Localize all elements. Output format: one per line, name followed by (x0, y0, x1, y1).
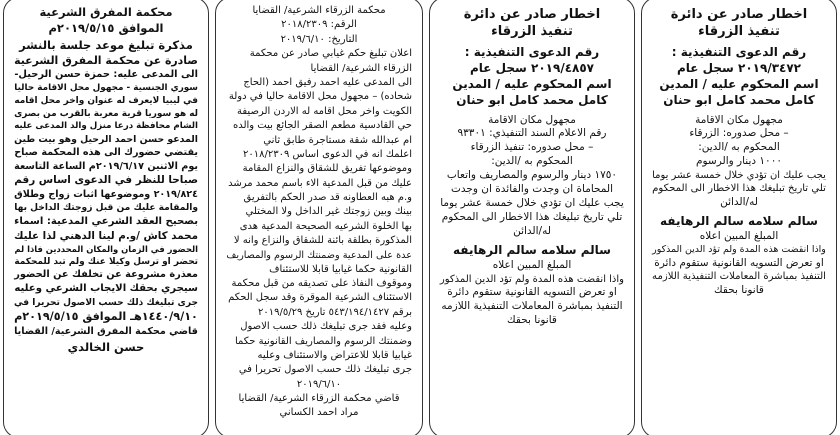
notice-body-line: شحاده) – مجهول محل الاقامة حاليا في دولة (228, 91, 412, 103)
debtor-label: اسم المحكوم عليه / المدين (452, 76, 612, 91)
judge-title: قاضي محكمة الزرقاء الشرعية/ القضايا (238, 393, 400, 405)
notice-body-line: المذكورة بطلقة بائنة للشقاق والنزاع وانه لا (233, 235, 412, 247)
notice-frame (641, 0, 837, 435)
issue-place: – محل صدوره: الزرقاء (689, 127, 789, 140)
notice-body-line: وموقوف النفاذ على تصديقه من قبل محكمة (231, 277, 412, 289)
creditor-name: سالم سلامه سالم الرهايفه (660, 214, 818, 229)
judge-name: حسن الخالدي (67, 339, 145, 354)
notice-issuer: صادرة عن محكمة المفرق الشرعية (14, 53, 198, 67)
notice-body-line: الى المدعى عليه احمد رفيق احمد (الحاج (243, 76, 412, 88)
notice-body-line: القانونية حكما غيابيا قابلا للاستئناف (269, 263, 412, 275)
notice-body-line: يجب عليك ان تؤدي خلال خمسة عشر يوما (440, 196, 624, 209)
notice-frame (429, 0, 635, 435)
notice-body-line: له/الدائن (513, 224, 551, 237)
creditor-name: سالم سلامه سالم الرهايفه (453, 243, 611, 258)
case-number-label: رقم الدعوى التنفيذية : (671, 45, 807, 60)
judge-title: قاضي محكمة المفرق الشرعية/ القضايا (14, 326, 198, 338)
notice-department: تنفيذ الزرقاء (491, 24, 573, 40)
notice-heading: اخطار صادر عن دائرة (670, 7, 808, 22)
debtor-label: اسم المحكوم عليه / المدين (659, 76, 819, 91)
judgment-amount: ١٠٠٠ دينار والرسوم (696, 155, 782, 168)
notice-body-line: تلي تاريخ تبليغك هذا الاخطار الى المحكوم (652, 183, 826, 195)
notice-body-line: له هو سوريا قرية معربة بالقرب من بصرى (14, 108, 198, 119)
notice-body-line: اعلمك انه في الدعوى اساس ٢٠١٨/٢٣٠٩ (243, 148, 412, 160)
notice-mafraq-court (0, 0, 212, 435)
notice-body-line: حي القادسية مطعم الصقر الجائع بيت والده (232, 120, 412, 132)
debtor-name: كامل محمد كامل ابو حنان (456, 92, 608, 107)
court-name: محكمة المفرق الشرعية (39, 5, 173, 19)
judgment-label: المحكوم به /الدين: (491, 155, 573, 168)
notice-body-line: يقتضي حضورك الى هذه المحكمة صباح (14, 146, 198, 158)
notice-body-line: عدة على المدعية وضمنتك الرسوم والمصاريف (226, 249, 412, 261)
notice-body-line: بينك وبين زوجتك غير الداخل ولا المختلي (245, 206, 412, 218)
notice-body-line: الزرقاء الشرعية/ القضايا (310, 62, 412, 74)
notice-body-line: يوم الاثنين ٢٠١٩/٦/١٧م الساعة التاسعة (14, 160, 198, 172)
case-number-label: رقم الدعوى التنفيذية : (464, 45, 600, 60)
notice-body-line: واذا انقضت هذه المدة ولم تؤد الدين المذكور (652, 244, 826, 256)
notice-date: التاريخ: ٢٠١٩/٦/١٠ (280, 33, 358, 45)
judgment-amount: ١٧٥٠ دينار والرسوم والمصاريف واتعاب (446, 169, 618, 182)
notice-body-line: بها الخلوة الشرعيه الصحيحة المدعية هدى (239, 220, 412, 232)
residence-status: مجهول مكان الاقامة (488, 113, 576, 126)
notice-body-line: سيجري بحقك الايجاب الشرعي وعليه (14, 283, 198, 295)
notice-body-line: عليك من قبل المدعية الاء باسم محمد مرشد (228, 177, 412, 189)
notice-body-line: او تعرض التسويه القانونية ستقوم دائرة (654, 256, 824, 269)
case-number: ٢٠١٩/٣٤٧٢ سجل عام (677, 61, 801, 76)
notice-body-line: الحضور في الزمان والمكان المحددين فاذا لم (14, 243, 198, 254)
notice-body-line: جرى تبليغك ذلك حسب الاصول تحريرا في (238, 364, 412, 376)
notice-body-line: التنفيذ بمباشرة المعاملات التنفيذية اللازمه (441, 300, 623, 313)
notice-body-line: و.م هبه العطاونه قد صدر الحكم بالتفريق (243, 192, 412, 204)
notice-body-line: المبلغ المبين اعلاه (699, 230, 779, 243)
debtor-name: كامل محمد كامل ابو حنان (663, 92, 815, 107)
notice-department: تنفيذ الزرقاء (698, 24, 780, 40)
notice-body-line: الشام محافظة درعا منزل والد المدعى عليه (14, 121, 198, 132)
notice-execution-4857 (426, 0, 638, 435)
notice-issue-date: ١٤٤٠/٩/١٠هـ الموافق ٢٠١٩/٥/١٥م (14, 310, 198, 324)
notice-body-line: المبلغ المبين اعلاه (492, 259, 572, 272)
notice-body-line: تلي تاريخ تبليغك هذا الاخطار الى المحكوم (441, 210, 623, 223)
notice-body-line: التنفيذ بمباشرة المعاملات التنفيذية اللازمه (652, 271, 826, 283)
residence-status: مجهول مكان الاقامة (695, 113, 783, 126)
notice-body-line: تحضر او ترسل وكيلا عنك ولم تبد للمحكمة (14, 256, 198, 267)
notice-body-line: الاستئناف الشرعية الموقرة وقد سجل الحكم (228, 292, 412, 304)
notice-date: الموافق ٢٠١٩/٥/١٥م (48, 21, 164, 36)
notice-body-line: وموضوعها تفريق للشقاق والنزاع المقامة (242, 163, 412, 175)
notice-body-line: يجب عليك ان تؤدي خلال خمسة عشر يوما (652, 170, 826, 182)
notice-body-line: وضمنتك الرسوم والمصاريف القانونية حكما (234, 335, 412, 347)
notice-frame (215, 0, 423, 435)
issue-place: – محل صدوره: تنفيذ الزرقاء (470, 141, 594, 154)
notice-body-line: واذا انقضت هذه المدة ولم تؤد الدين المذكور (439, 274, 624, 286)
court-name: محكمة الزرقاء الشرعية/ القضايا (252, 5, 386, 16)
notice-heading: اخطار صادر عن دائرة (463, 7, 601, 22)
notice-execution-3472 (638, 0, 840, 435)
notice-body-line: وعليه فقد جرى تبليغك ذلك حسب الاصول (240, 321, 412, 333)
notice-frame (3, 0, 209, 435)
reference-number: الرقم: ٢٠١٨/٢٣٠٩ (281, 19, 357, 31)
notice-title: مذكرة تبليغ موعد جلسة بالنشر (19, 37, 193, 52)
notice-issue-date: ٢٠١٩/٦/١٠ (296, 378, 342, 390)
notice-body-line: معذرة مشروعة عن تخلفك عن الحضور (14, 269, 198, 281)
notice-body-line: او تعرض التسويه القانونية ستقوم دائرة (447, 286, 617, 299)
notice-body-line: سوري الجنسية - مجهول محل الاقامة حاليا (14, 83, 198, 94)
notice-zarqa-court (212, 0, 426, 435)
notice-body-line: جرى تبليغك ذلك حسب الاصول تحريرا في (14, 297, 198, 308)
notice-body-line: في ليبيا لايعرف له عنوان واخر محل اقامه (14, 96, 198, 107)
notice-body-line: محمد كاش /و.م لينا الدهني لذا عليك (13, 229, 198, 242)
case-number: ٢٠١٩/٤٨٥٧ سجل عام (470, 61, 594, 76)
notice-body-line: قانونا بحقك (714, 283, 764, 296)
notice-body-line: صباحا للنظر في الدعوى اساس رقم (14, 174, 198, 187)
notice-body-line: الكويت واخر محل اقامه له الاردن الرصيفة (237, 105, 412, 117)
notice-body-line: ٢٠١٩/٨٢٤ وموضوعها اثبات زواج وطلاق (14, 189, 198, 201)
notice-body-line: والمقامة عليك من قبل زوجتك الداخل بها (14, 202, 198, 213)
notice-body-line: ام عبدالله شقة مستاجرة طابق ثاني (263, 134, 412, 146)
notice-body-line: الى المدعى عليه: حمزة حسن الرحيل- (14, 69, 198, 81)
notice-body-line: اعلان تبليغ حكم غيابي صادر عن محكمة (249, 48, 412, 60)
notice-body-line: المحاماة ان وجدت والفائدة ان وجدت (451, 182, 613, 195)
notice-body-line: برقم ٥٤٣/١٩٤/١٤٢٧ تاريخ ٢٠١٩/٥/٢٩ (258, 306, 412, 318)
execution-document-number: رقم الاعلام السند التنفيذي: ٩٣٣٠١ (457, 127, 607, 140)
judge-name: مراد احمد الكساني (279, 407, 359, 419)
notice-body-line: له/الدائن (720, 195, 758, 208)
judgment-label: المحكوم به /الدين: (698, 141, 780, 154)
notice-body-line: المدعو حسن احمد الرحيل وهو بيت طين (14, 133, 198, 145)
notice-body-line: بصحيح العقد الشرعي المدعية: اسماء (14, 215, 198, 227)
notice-body-line: غيابيا قابلا للاعتراض والاستئناف وعليه (257, 349, 412, 361)
notice-body-line: قانونا بحقك (507, 313, 557, 326)
